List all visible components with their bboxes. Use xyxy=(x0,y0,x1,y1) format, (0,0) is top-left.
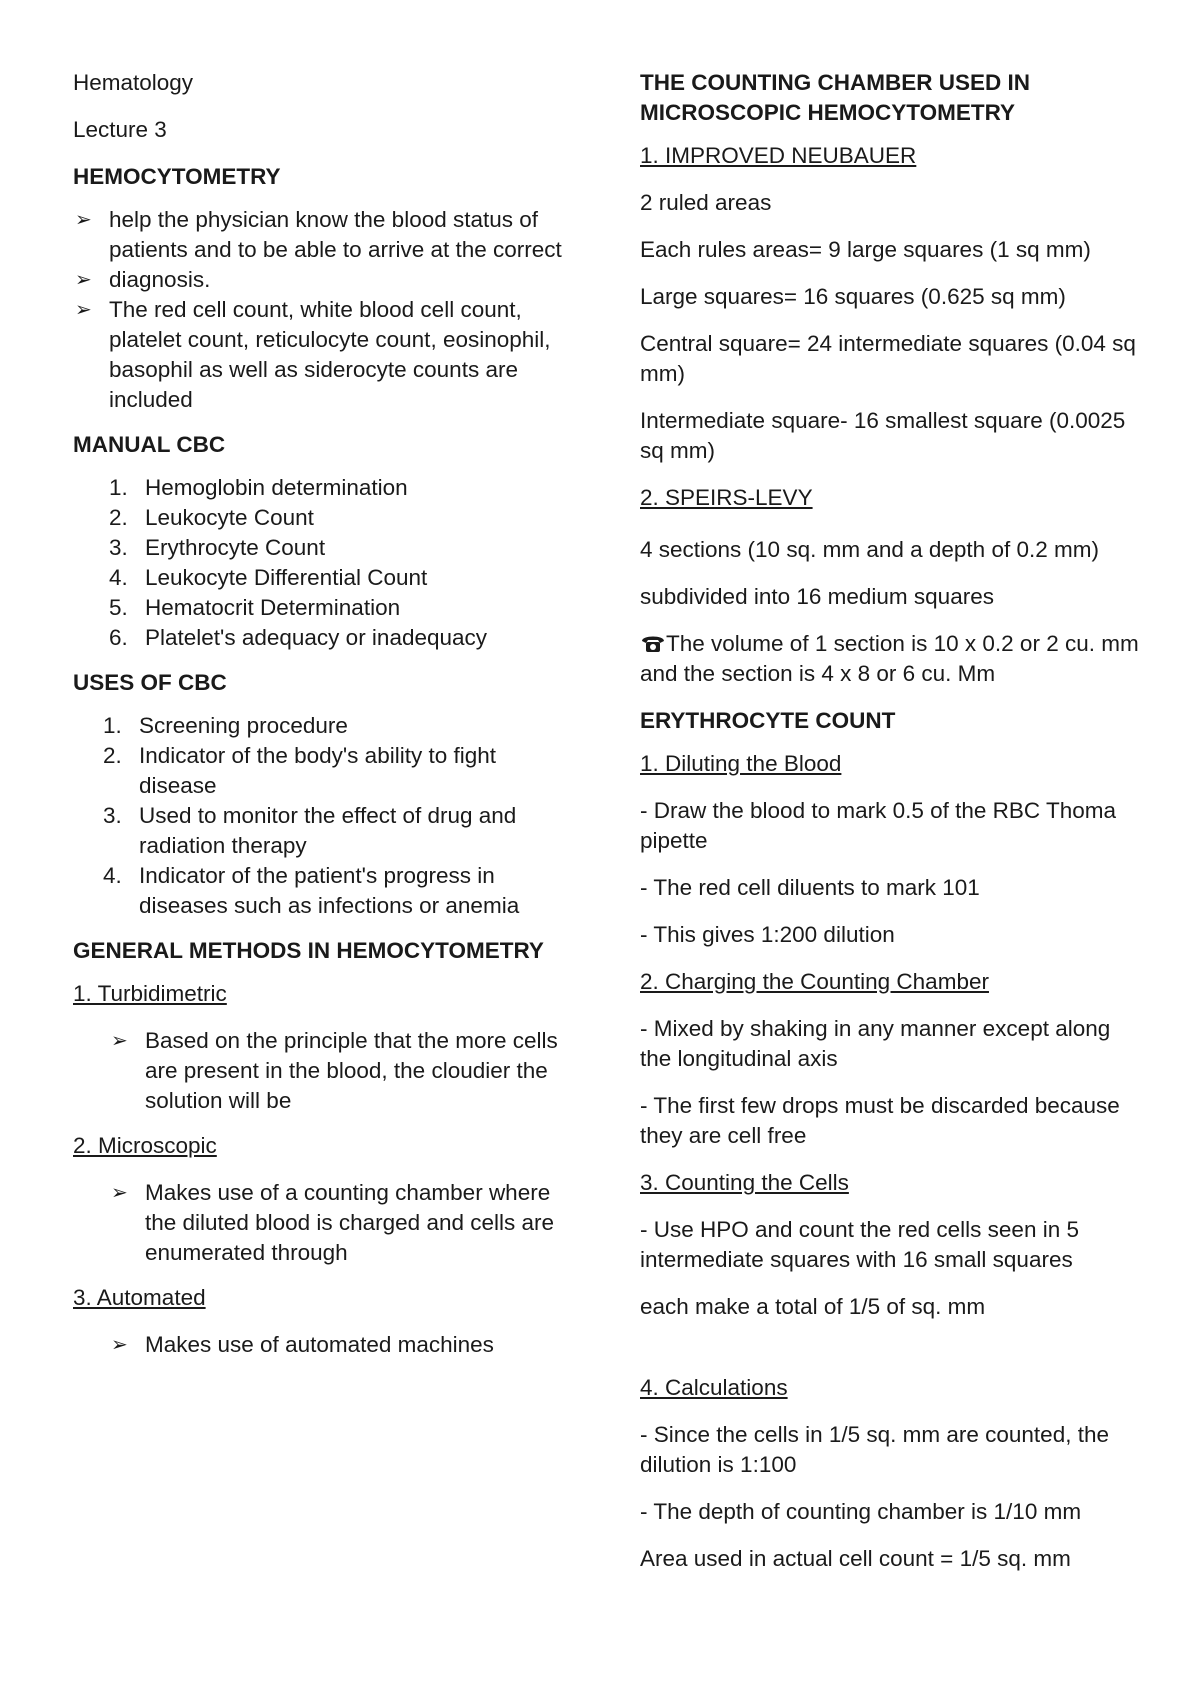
subject-title: Hematology xyxy=(73,70,194,95)
method-turbidimetric-title: 1. Turbidimetric xyxy=(73,981,227,1006)
speirs-line: 4 sections (10 sq. mm and a depth of 0.2 mm) xyxy=(640,537,1099,562)
manual-cbc-list xyxy=(73,473,573,653)
neubauer-line: Intermediate square- 16 smallest square (0.0025 sq mm) xyxy=(640,408,1126,463)
hemocytometry-bullet-list xyxy=(73,205,573,415)
arrowhead-bullet-icon: ➢ xyxy=(111,1030,128,1052)
uses-cbc-heading: USES OF CBC xyxy=(73,670,227,695)
counting-line: - Use HPO and count the red cells seen in 5 intermediate squares with 16 small squares xyxy=(640,1217,1079,1272)
counting-chamber-heading: THE COUNTING CHAMBER USED IN MICROSCOPIC HEMOCYTOMETRY xyxy=(640,70,1031,125)
method-turbidimetric-list xyxy=(73,1026,573,1116)
counting-line: each make a total of 1/5 of sq. mm xyxy=(640,1294,986,1319)
list-item: 1. Hemoglobin determination xyxy=(109,475,408,500)
arrowhead-bullet-icon: ➢ xyxy=(111,1334,128,1356)
right-column xyxy=(640,68,1140,1591)
spacer xyxy=(640,1339,1140,1373)
lecture-number: Lecture 3 xyxy=(73,117,167,142)
list-item: ➢ help the physician know the blood status of patients and to be able to arrive at the correct xyxy=(75,207,562,262)
diluting-line: - The red cell diluents to mark 101 xyxy=(640,875,980,900)
list-item: 3. Erythrocyte Count xyxy=(109,535,326,560)
diluting-blood-title: 1. Diluting the Blood xyxy=(640,751,842,776)
list-item: 2. Indicator of the body's ability to fight disease xyxy=(103,743,497,798)
left-column xyxy=(73,68,573,1375)
arrowhead-bullet-icon: ➢ xyxy=(75,299,92,321)
counting-cells-title: 3. Counting the Cells xyxy=(640,1170,849,1195)
erythrocyte-count-heading: ERYTHROCYTE COUNT xyxy=(640,708,896,733)
arrowhead-bullet-icon: ➢ xyxy=(75,269,92,291)
method-automated-title: 3. Automated xyxy=(73,1285,206,1310)
method-microscopic-title: 2. Microscopic xyxy=(73,1133,217,1158)
list-item: 2. Leukocyte Count xyxy=(109,505,314,530)
arrowhead-bullet-icon: ➢ xyxy=(111,1182,128,1204)
neubauer-line: Large squares= 16 squares (0.625 sq mm) xyxy=(640,284,1066,309)
diluting-line: - Draw the blood to mark 0.5 of the RBC Thoma pipette xyxy=(640,798,1117,853)
diluting-line: - This gives 1:200 dilution xyxy=(640,922,895,947)
neubauer-line: Each rules areas= 9 large squares (1 sq mm) xyxy=(640,237,1091,262)
neubauer-line: Central square= 24 intermediate squares (0.04 sq mm) xyxy=(640,331,1136,386)
list-item: ➢ Based on the principle that the more cells are present in the blood, the cloudier the solution will be xyxy=(111,1028,558,1113)
list-item: 1. Screening procedure xyxy=(103,713,348,738)
charging-line: - Mixed by shaking in any manner except along the longitudinal axis xyxy=(640,1016,1111,1071)
calculations-line: - Since the cells in 1/5 sq. mm are counted, the dilution is 1:100 xyxy=(640,1422,1109,1477)
list-item: ➢ diagnosis. xyxy=(73,265,573,295)
method-automated-list xyxy=(73,1330,573,1360)
speirs-line: subdivided into 16 medium squares xyxy=(640,584,994,609)
calculations-line: Area used in actual cell count = 1/5 sq. mm xyxy=(640,1546,1071,1571)
telephone-icon xyxy=(640,632,666,654)
neubauer-line: 2 ruled areas xyxy=(640,190,772,215)
calculations-title: 4. Calculations xyxy=(640,1375,788,1400)
general-methods-heading: GENERAL METHODS IN HEMOCYTOMETRY xyxy=(73,938,544,963)
speirs-note: The volume of 1 section is 10 x 0.2 or 2 cu. mm and the section is 4 x 8 or 6 cu. Mm xyxy=(640,631,1139,686)
neubauer-title: 1. IMPROVED NEUBAUER xyxy=(640,143,917,168)
arrowhead-bullet-icon: ➢ xyxy=(75,209,92,231)
speirs-levy-title: 2. SPEIRS-LEVY xyxy=(640,485,813,510)
uses-cbc-list xyxy=(73,711,573,921)
calculations-line: - The depth of counting chamber is 1/10 mm xyxy=(640,1499,1082,1524)
list-item: 5. Hematocrit Determination xyxy=(109,595,401,620)
list-item: ➢ Makes use of a counting chamber where the diluted blood is charged and cells are enumerated through xyxy=(111,1180,555,1265)
list-item: ➢ Makes use of automated machines xyxy=(73,1330,573,1360)
list-item: 4. Leukocyte Differential Count xyxy=(109,565,428,590)
list-item: 3. Used to monitor the effect of drug and radiation therapy xyxy=(103,803,517,858)
method-microscopic-list xyxy=(73,1178,573,1268)
manual-cbc-heading: MANUAL CBC xyxy=(73,432,226,457)
charging-line: - The first few drops must be discarded because they are cell free xyxy=(640,1093,1120,1148)
list-item: ➢ The red cell count, white blood cell count, platelet count, reticulocyte count, eosinophil, basophil as well as siderocyte counts are included xyxy=(75,297,551,412)
hemocytometry-heading: HEMOCYTOMETRY xyxy=(73,164,281,189)
list-item: 4. Indicator of the patient's progress in diseases such as infections or anemia xyxy=(103,863,520,918)
list-item: 6. Platelet's adequacy or inadequacy xyxy=(109,625,488,650)
charging-chamber-title: 2. Charging the Counting Chamber xyxy=(640,969,989,994)
